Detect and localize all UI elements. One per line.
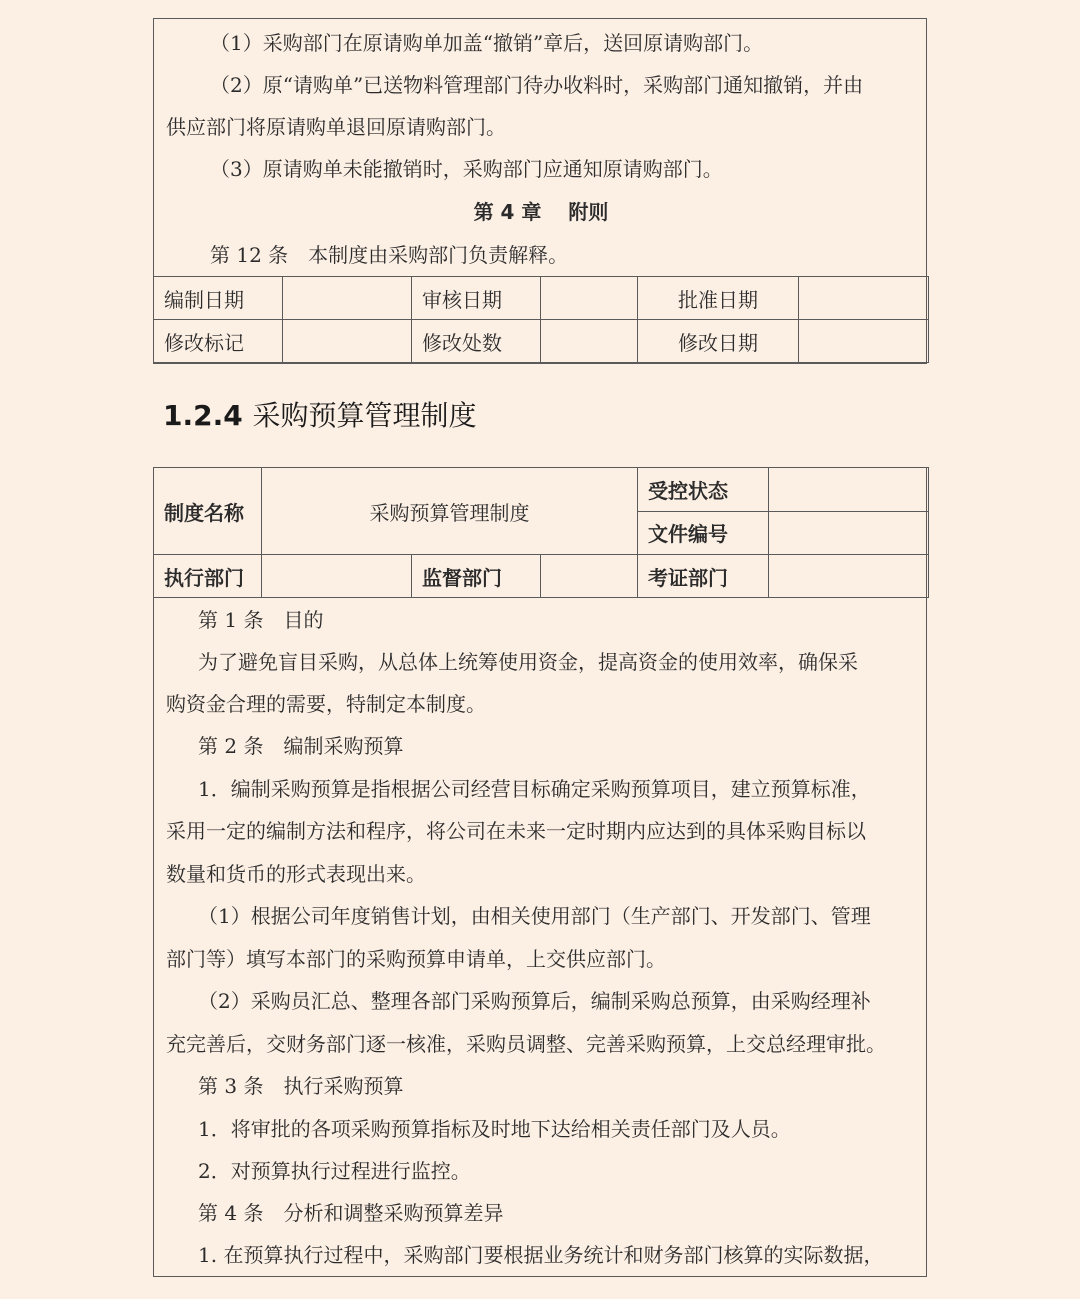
section-number: 1.2.4 bbox=[163, 399, 243, 432]
revision-count-label: 修改处数 bbox=[412, 320, 541, 363]
revision-mark-label: 修改标记 bbox=[154, 320, 283, 363]
supervise-dept-label: 监督部门 bbox=[412, 555, 541, 598]
compile-date-value bbox=[283, 277, 412, 320]
article-heading: 第 3 条 执行采购预算 bbox=[198, 1074, 404, 1098]
table-row bbox=[154, 555, 929, 598]
revision-count-value bbox=[541, 320, 638, 363]
approve-date-label: 批准日期 bbox=[638, 277, 799, 320]
text-line: 1. 在预算执行过程中，采购部门要根据业务统计和财务部门核算的实际数据， bbox=[198, 1243, 884, 1267]
exec-dept-label: 执行部门 bbox=[154, 555, 262, 598]
approve-date-value bbox=[799, 277, 929, 320]
revision-date-value bbox=[799, 320, 929, 363]
control-status-value bbox=[769, 468, 929, 512]
exec-dept-value bbox=[262, 555, 412, 598]
text-line: 部门等）填写本部门的采购预算申请单，上交供应部门。 bbox=[166, 947, 666, 971]
revision-date-label: 修改日期 bbox=[638, 320, 799, 363]
policy-document-box bbox=[153, 467, 927, 1277]
text-line: 数量和货币的形式表现出来。 bbox=[166, 862, 426, 886]
policy-name-value: 采购预算管理制度 bbox=[262, 468, 638, 555]
table-row bbox=[154, 277, 929, 320]
review-date-value bbox=[541, 277, 638, 320]
article-heading: 第 1 条 目的 bbox=[198, 608, 324, 632]
text-line: 充完善后，交财务部门逐一核准，采购员调整、完善采购预算，上交总经理审批。 bbox=[166, 1032, 886, 1056]
table-row bbox=[154, 320, 929, 363]
chapter-title: 第 4 章 附则 bbox=[473, 200, 609, 224]
text-line: 购资金合理的需要，特制定本制度。 bbox=[166, 692, 486, 716]
policy-name-label: 制度名称 bbox=[154, 468, 262, 555]
text-line: 1．编制采购预算是指根据公司经营目标确定采购预算项目，建立预算标准， bbox=[198, 777, 871, 801]
text-line: （1）根据公司年度销售计划，由相关使用部门（生产部门、开发部门、管理 bbox=[198, 904, 871, 928]
review-date-label: 审核日期 bbox=[412, 277, 541, 320]
table-row bbox=[154, 468, 929, 512]
verify-dept-value bbox=[769, 555, 929, 598]
verify-dept-label: 考证部门 bbox=[638, 555, 769, 598]
supervise-dept-value bbox=[541, 555, 638, 598]
article-heading: 第 4 条 分析和调整采购预算差异 bbox=[198, 1201, 504, 1225]
text-line: 2．对预算执行过程进行监控。 bbox=[198, 1159, 471, 1183]
revision-mark-value bbox=[283, 320, 412, 363]
text-line: （2）采购员汇总、整理各部门采购预算后，编制采购总预算，由采购经理补 bbox=[198, 989, 871, 1013]
section-title: 采购预算管理制度 bbox=[252, 399, 477, 432]
article-heading: 第 2 条 编制采购预算 bbox=[198, 734, 404, 758]
file-number-value bbox=[769, 511, 929, 555]
section-heading bbox=[163, 392, 477, 440]
policy-continuation-box bbox=[153, 18, 927, 364]
document-header-table bbox=[153, 467, 929, 598]
text-line: （1）采购部门在原请购单加盖“撤销”章后，送回原请购部门。 bbox=[210, 31, 764, 55]
text-line: （2）原“请购单”已送物料管理部门待办收料时，采购部门通知撤销，并由 bbox=[210, 73, 864, 97]
file-number-label: 文件编号 bbox=[638, 511, 769, 555]
article-12: 第 12 条 本制度由采购部门负责解释。 bbox=[210, 243, 569, 267]
control-status-label: 受控状态 bbox=[638, 468, 769, 512]
compile-date-label: 编制日期 bbox=[154, 277, 283, 320]
text-line: 采用一定的编制方法和程序，将公司在未来一定时期内应达到的具体采购目标以 bbox=[166, 819, 866, 843]
text-line: 1．将审批的各项采购预算指标及时地下达给相关责任部门及人员。 bbox=[198, 1117, 791, 1141]
text-line: 供应部门将原请购单退回原请购部门。 bbox=[166, 115, 506, 139]
text-line: （3）原请购单未能撤销时，采购部门应通知原请购部门。 bbox=[210, 157, 723, 181]
sign-off-table bbox=[153, 276, 929, 363]
text-line: 为了避免盲目采购，从总体上统筹使用资金，提高资金的使用效率，确保采 bbox=[198, 650, 858, 674]
